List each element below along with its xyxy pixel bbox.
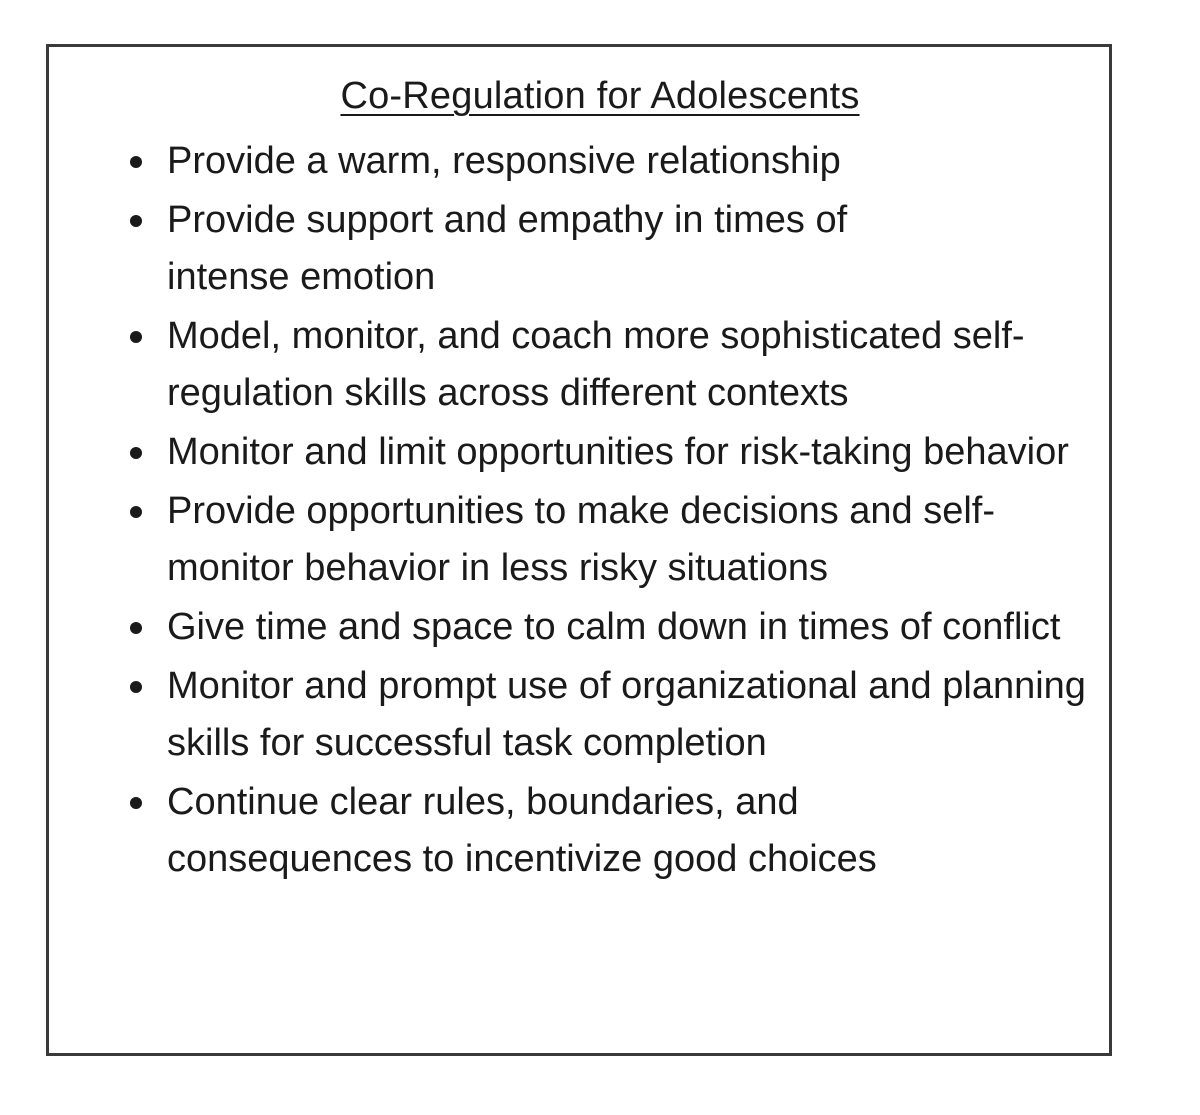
list-item [120,192,967,306]
bullet-icon [130,681,142,693]
list-item-text: Continue clear rules, boundaries, and consequences to incentivize good choices [167,781,877,880]
list-item-text: Provide support and empathy in times of intense emotion [167,199,848,298]
list-item-text: Monitor and prompt use of organizational and planning skills for successful task completion [167,665,1086,764]
bullet-icon [130,331,142,343]
list-item [120,308,1107,422]
page-title [0,72,1200,120]
list-item-text: Give time and space to calm down in times of conflict [167,606,1061,648]
list-item-text: Model, monitor, and coach more sophisticated self-regulation skills across different contexts [167,315,1025,414]
list-item-text: Provide opportunities to make decisions and self-monitor behavior in less risky situations [167,490,996,589]
list-item [120,133,1070,190]
list-item-text: Provide a warm, responsive relationship [167,140,841,182]
title-text: Co-Regulation for Adolescents [340,75,860,117]
list-item [120,658,1097,772]
bullet-icon [130,622,142,634]
list-item [120,774,1027,888]
list-item [120,599,1077,656]
list-item [120,424,1097,481]
bullet-icon [130,797,142,809]
bullet-list [120,133,1086,890]
bullet-icon [130,447,142,459]
list-item [120,483,1067,597]
bullet-icon [130,215,142,227]
bullet-icon [130,156,142,168]
bullet-icon [130,506,142,518]
list-item-text: Monitor and limit opportunities for risk-taking behavior [167,431,1069,473]
